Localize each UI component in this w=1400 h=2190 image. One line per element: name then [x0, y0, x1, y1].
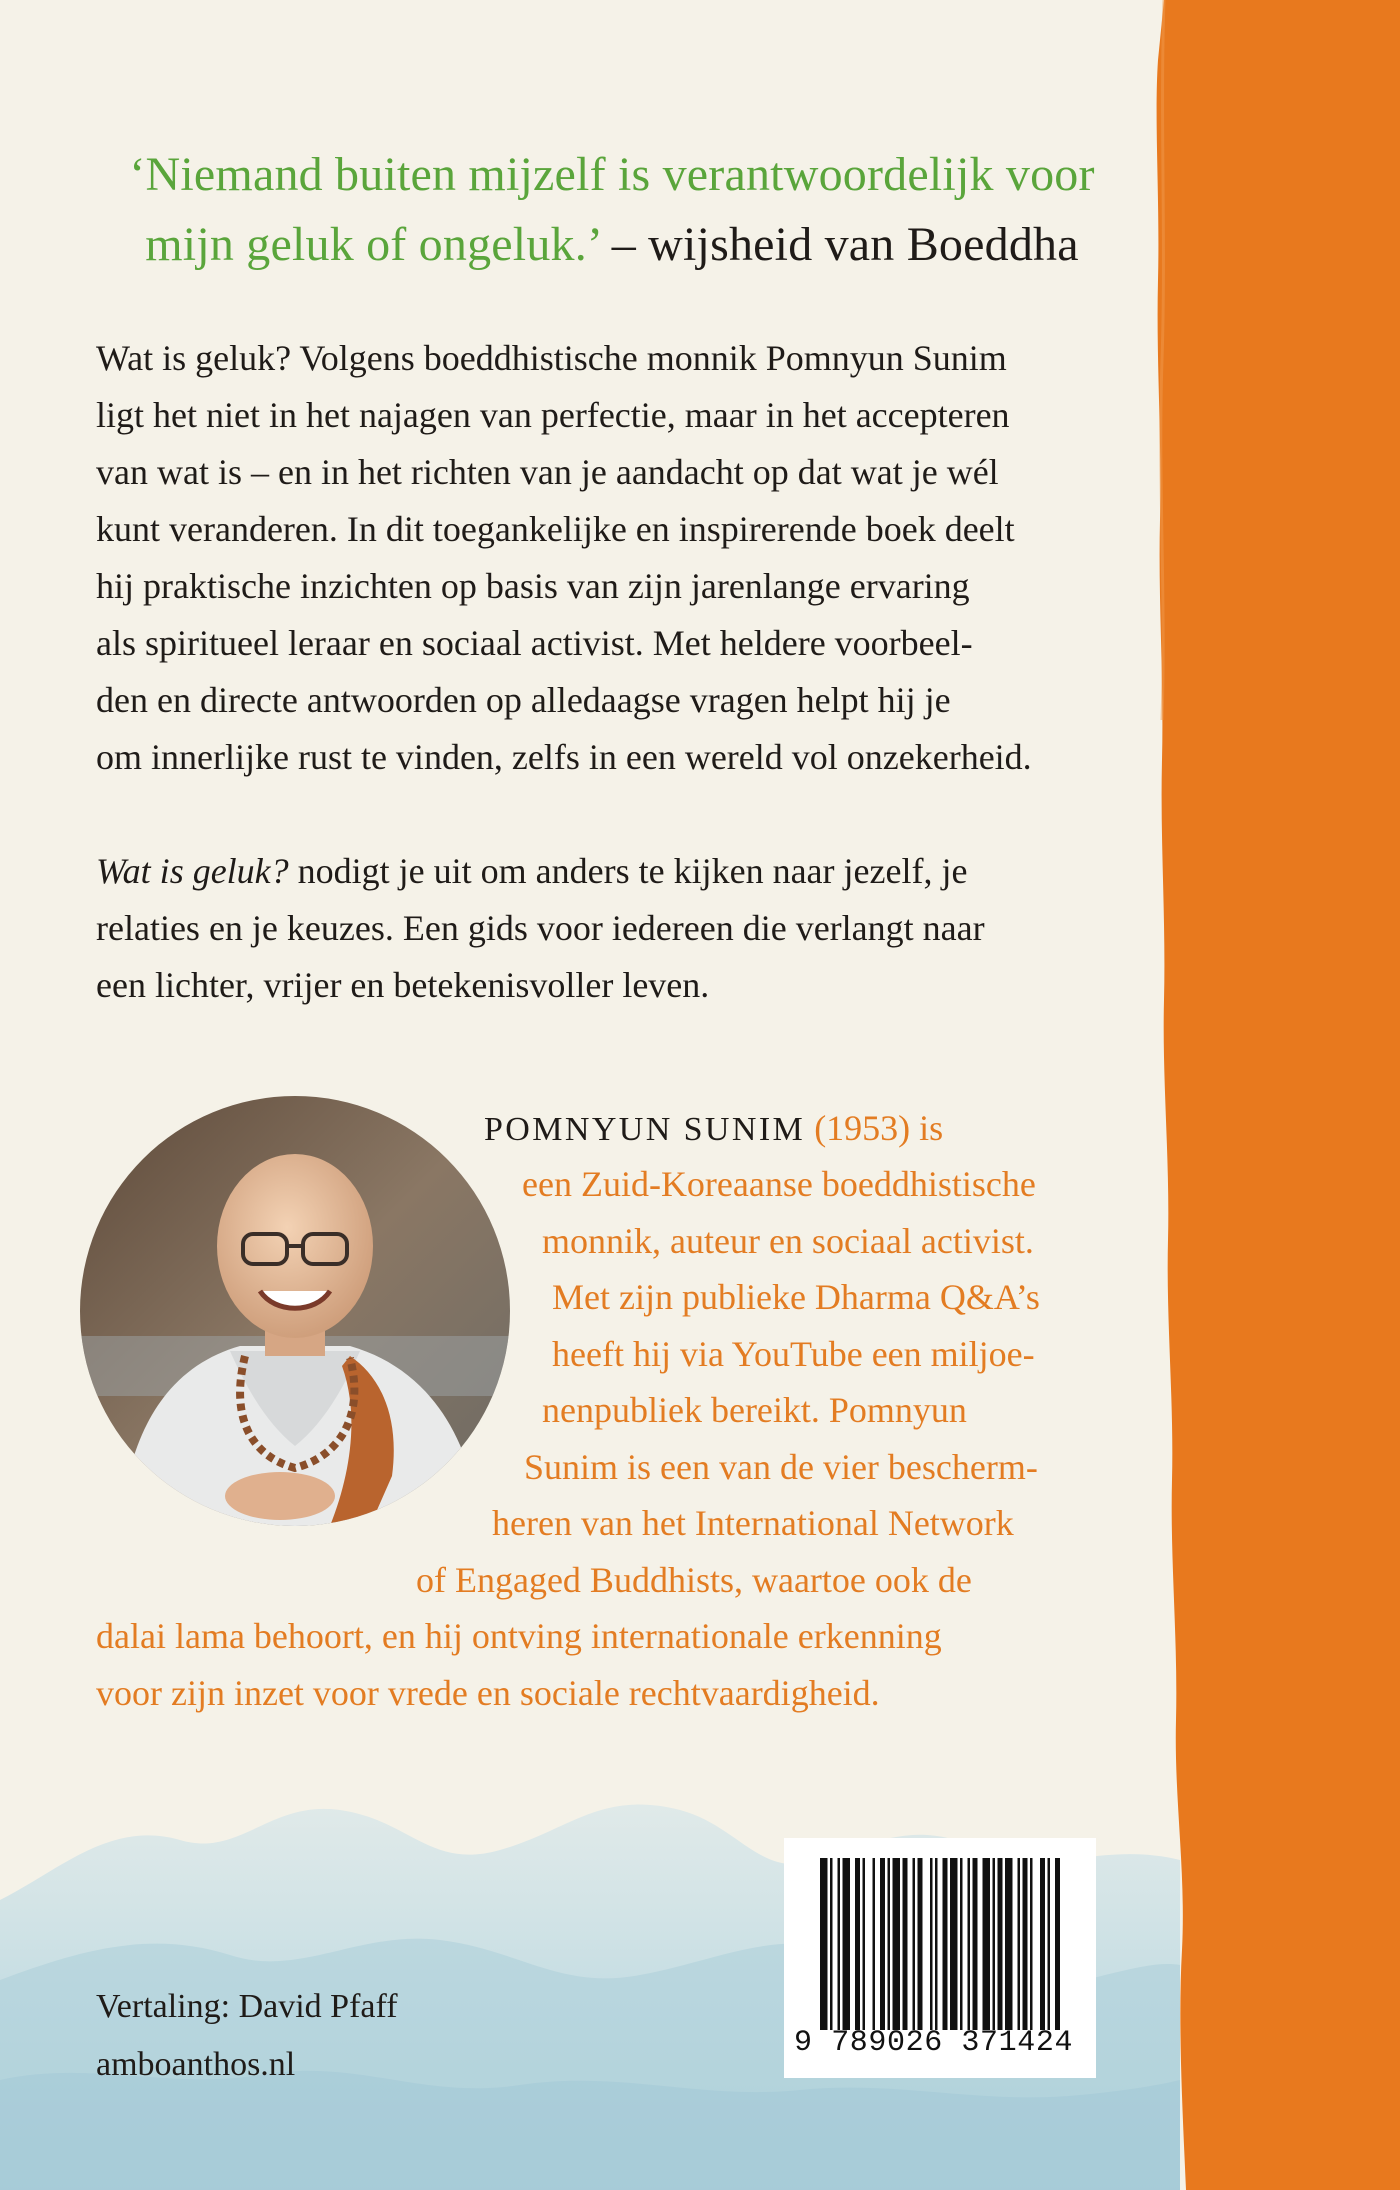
blurb-paragraph-2	[96, 843, 1116, 1014]
bio-line: Sunim is een van de vier bescherm-	[524, 1447, 1038, 1487]
bio-line: monnik, auteur en sociaal activist.	[542, 1221, 1034, 1261]
book-title-italic: Wat is geluk?	[96, 851, 289, 891]
author-year: (1953) is	[805, 1108, 944, 1148]
epigraph-quote	[112, 140, 1112, 280]
barcode-bar	[820, 1858, 828, 2030]
barcode-bar	[873, 1858, 876, 2030]
barcode-bar	[838, 1858, 841, 2030]
barcode-bar	[903, 1858, 908, 2030]
barcode-bar	[880, 1858, 885, 2030]
blurb-line: ligt het niet in het najagen van perfectie, maar in het accepteren	[96, 395, 1010, 435]
barcode-bar	[863, 1858, 866, 2030]
quote-attribution: – wijsheid van Boeddha	[599, 218, 1079, 271]
barcode-bar	[943, 1858, 948, 2030]
blurb-line: kunt veranderen. In dit toegankelijke en inspirerende boek deelt	[96, 509, 1015, 549]
barcode-icon	[820, 1858, 1064, 2030]
bio-line: Met zijn publieke Dharma Q&A’s	[552, 1277, 1040, 1317]
barcode-bar	[918, 1858, 923, 2030]
bio-line: voor zijn inzet voor vrede en sociale rechtvaardigheid.	[96, 1673, 880, 1713]
barcode-bar	[998, 1858, 1003, 2030]
blurb-line-rest: nodigt je uit om anders te kijken naar jezelf, je	[288, 851, 968, 891]
barcode-bar	[888, 1858, 891, 2030]
bio-line: een Zuid-Koreaanse boeddhistische	[522, 1164, 1036, 1204]
barcode-bar	[930, 1858, 933, 2030]
barcode-bar	[855, 1858, 860, 2030]
bio-line: heeft hij via YouTube een miljoe-	[552, 1334, 1035, 1374]
barcode-bar	[913, 1858, 916, 2030]
quote-line-2	[112, 210, 1112, 280]
blurb-line: een lichter, vrijer en betekenisvoller leven.	[96, 965, 710, 1005]
barcode-bar	[1055, 1858, 1060, 2030]
orange-spine-band	[1152, 0, 1400, 2190]
barcode-bar	[973, 1858, 978, 2030]
author-portrait	[80, 1096, 510, 1526]
barcode-bar	[935, 1858, 938, 2030]
bio-line: heren van het International Network	[492, 1503, 1014, 1543]
bio-heading	[484, 1100, 943, 1159]
barcode-bar	[1005, 1858, 1013, 2030]
blurb-line: om innerlijke rust te vinden, zelfs in een wereld vol onzekerheid.	[96, 737, 1032, 777]
barcode-bar	[893, 1858, 901, 2030]
barcode-bar	[968, 1858, 971, 2030]
blurb-line: hij praktische inzichten op basis van zijn jarenlange ervaring	[96, 566, 970, 606]
quote-line-2-text: mijn geluk of ongeluk.’	[145, 218, 600, 271]
bio-line: nenpubliek bereikt. Pomnyun	[542, 1390, 967, 1430]
blurb-line: den en directe antwoorden op alledaagse vragen helpt hij je	[96, 680, 951, 720]
barcode-bar	[1040, 1858, 1045, 2030]
blurb-line: van wat is – en in het richten van je aandacht op dat wat je wél	[96, 452, 999, 492]
barcode-bar	[983, 1858, 991, 2030]
bio-line: dalai lama behoort, en hij ontving internationale erkenning	[96, 1616, 942, 1656]
barcode-bar	[843, 1858, 851, 2030]
barcode-bar	[960, 1858, 963, 2030]
author-portrait-photo-icon	[80, 1096, 510, 1526]
isbn-barcode	[784, 1838, 1096, 2078]
blurb-line: relaties en je keuzes. Een gids voor iedereen die verlangt naar	[96, 908, 985, 948]
barcode-bar	[1048, 1858, 1051, 2030]
blurb-line	[96, 843, 1116, 900]
barcode-bar	[1023, 1858, 1028, 2030]
isbn-digits: 9 789026 371424	[794, 2026, 1074, 2060]
blurb-paragraph-1	[96, 330, 1116, 786]
barcode-bar	[830, 1858, 833, 2030]
barcode-bar	[1018, 1858, 1021, 2030]
author-name: POMNYUN SUNIM	[484, 1111, 806, 1148]
barcode-bar	[950, 1858, 958, 2030]
blurb-line: als spiritueel leraar en sociaal activist. Met heldere voorbeel-	[96, 623, 973, 663]
book-blurb	[96, 330, 1116, 1014]
barcode-bar	[993, 1858, 996, 2030]
blurb-line: Wat is geluk? Volgens boeddhistische monnik Pomnyun Sunim	[96, 338, 1007, 378]
publisher-website: amboanthos.nl	[96, 2046, 296, 2083]
barcode-bar	[1030, 1858, 1033, 2030]
translator-credit: Vertaling: David Pfaff	[96, 1988, 398, 2025]
bio-line: of Engaged Buddhists, waartoe ook de	[416, 1560, 972, 1600]
quote-line-1: ‘Niemand buiten mijzelf is verantwoordelijk voor	[129, 148, 1095, 201]
